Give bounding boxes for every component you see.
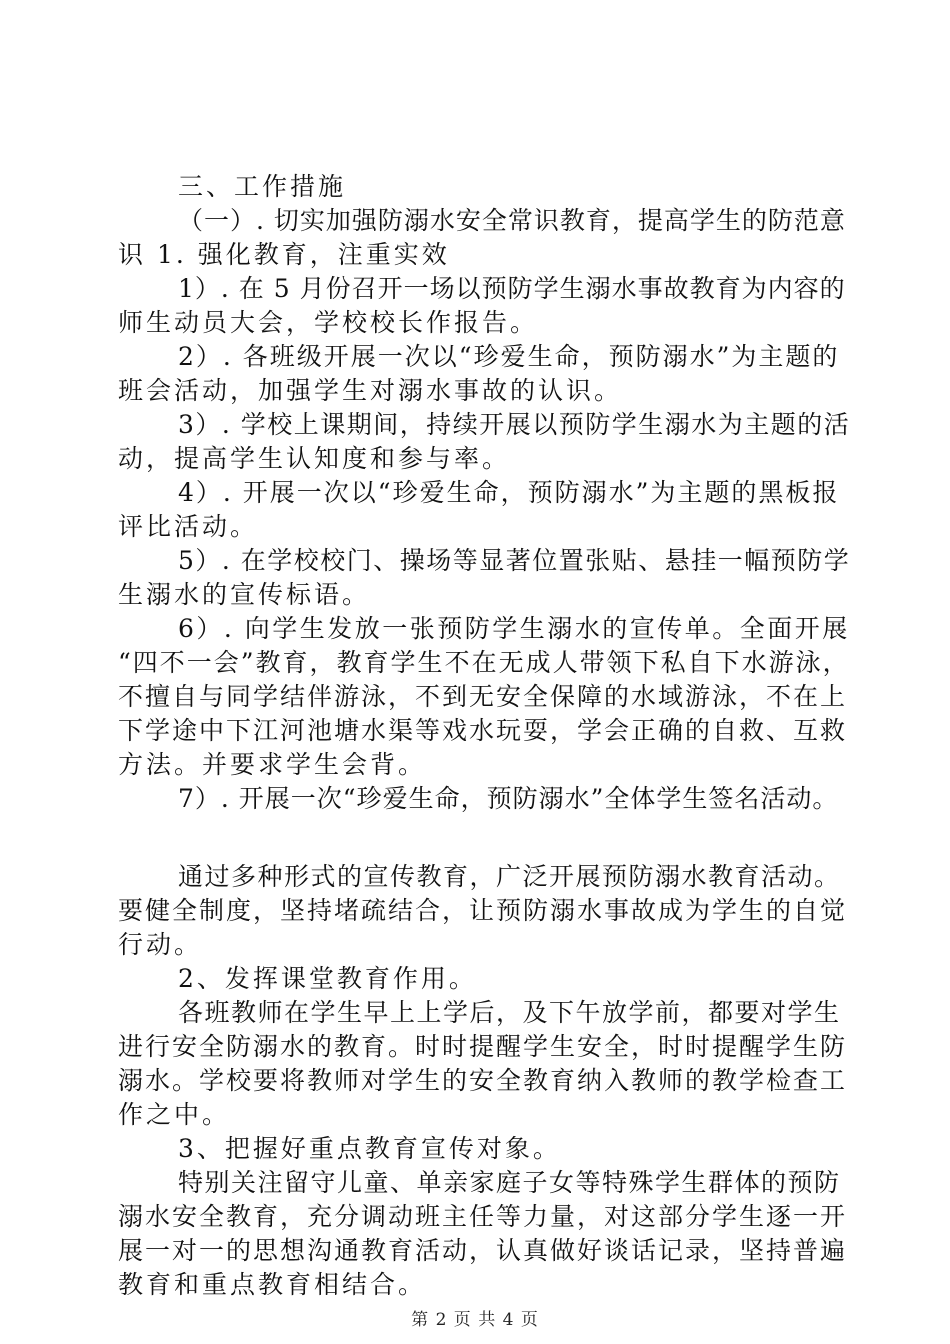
- paragraph-line: 通过多种形式的宣传教育，广泛开展预防溺水教育活动。: [178, 862, 841, 891]
- paragraph-line: 班会活动，加强学生对溺水事故的认识。: [118, 376, 623, 405]
- paragraph-line: 7）. 开展一次“珍爱生命，预防溺水”全体学生签名活动。: [178, 784, 839, 813]
- paragraph-line: 溺水。学校要将教师对学生的安全教育纳入教师的教学检查工: [118, 1066, 848, 1095]
- paragraph-line: 1）. 在 5 月份召开一场以预防学生溺水事故教育为内容的: [178, 274, 846, 303]
- paragraph-line: 进行安全防溺水的教育。时时提醒学生安全，时时提醒学生防: [118, 1032, 848, 1061]
- paragraph-line: 动，提高学生认知度和参与率。: [118, 444, 511, 473]
- paragraph-line: 生溺水的宣传标语。: [118, 580, 371, 609]
- paragraph-line: 4）. 开展一次以“珍爱生命，预防溺水”为主题的黑板报: [178, 478, 840, 507]
- paragraph-line: “四不一会”教育，教育学生不在无成人带领下私自下水游泳，: [118, 648, 850, 677]
- paragraph-line: 要健全制度，坚持堵疏结合，让预防溺水事故成为学生的自觉: [118, 896, 848, 925]
- paragraph-line: 下学途中下江河池塘水渠等戏水玩耍，学会正确的自救、互救: [118, 716, 848, 745]
- paragraph-line: 评比活动。: [118, 512, 259, 541]
- paragraph-line: 识 1. 强化教育，注重实效: [118, 240, 450, 269]
- paragraph-line: （一）. 切实加强防溺水安全常识教育，提高学生的防范意: [178, 206, 846, 235]
- subsection-heading: 2、发挥课堂教育作用。: [178, 964, 477, 993]
- paragraph-line: 教育和重点教育相结合。: [118, 1270, 427, 1299]
- paragraph-line: 3）. 学校上课期间，持续开展以预防学生溺水为主题的活: [178, 410, 851, 439]
- paragraph-line: 溺水安全教育，充分调动班主任等力量，对这部分学生逐一开: [118, 1202, 848, 1231]
- paragraph-line: 2）. 各班级开展一次以“珍爱生命，预防溺水”为主题的: [178, 342, 840, 371]
- subsection-heading: 3、把握好重点教育宣传对象。: [178, 1134, 561, 1163]
- paragraph-line: 行动。: [118, 930, 203, 959]
- paragraph-line: 各班教师在学生早上上学后，及下午放学前，都要对学生: [178, 998, 841, 1027]
- paragraph-line: 师生动员大会，学校校长作报告。: [118, 308, 539, 337]
- paragraph-line: 5）. 在学校校门、操场等显著位置张贴、悬挂一幅预防学: [178, 546, 851, 575]
- paragraph-line: 不擅自与同学结伴游泳，不到无安全保障的水域游泳，不在上: [118, 682, 848, 711]
- paragraph-line: 6）. 向学生发放一张预防学生溺水的宣传单。全面开展: [178, 614, 850, 643]
- paragraph-line: 作之中。: [118, 1100, 231, 1129]
- paragraph-line: 特别关注留守儿童、单亲家庭子女等特殊学生群体的预防: [178, 1168, 841, 1197]
- paragraph-line: 展一对一的思想沟通教育活动，认真做好谈话记录，坚持普遍: [118, 1236, 848, 1265]
- section-heading: 三、工作措施: [178, 172, 347, 201]
- paragraph-line: 方法。并要求学生会背。: [118, 750, 427, 779]
- page-footer: 第 2 页 共 4 页: [411, 1310, 539, 1330]
